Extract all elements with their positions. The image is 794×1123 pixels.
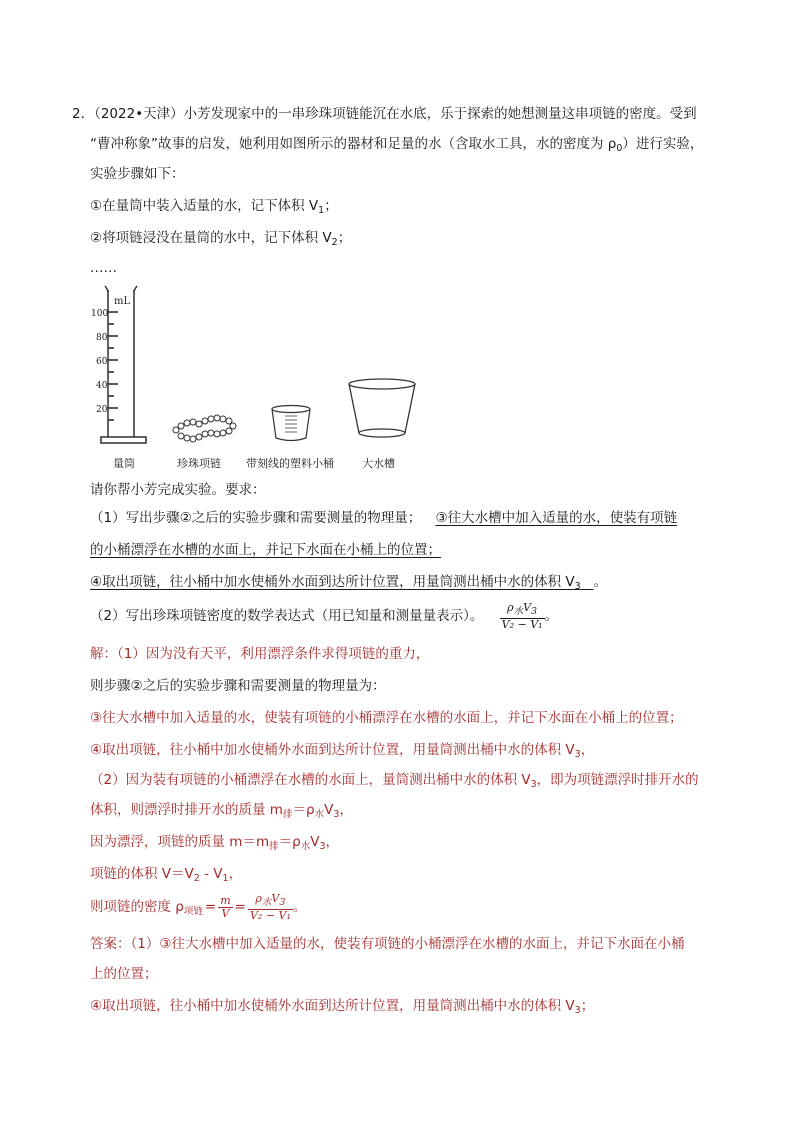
caption-tank: 大水槽 xyxy=(362,457,395,470)
frac1-den: V xyxy=(221,906,230,920)
step-2-text: ②将项链浸没在量筒的水中，记下体积 V xyxy=(90,230,332,246)
answer-line-2: 上的位置； xyxy=(90,966,158,982)
solution-line-4-end: ， xyxy=(580,742,595,758)
v3-symbol: V xyxy=(523,600,532,614)
question-line-2 xyxy=(90,134,703,159)
answer-line-3-text: ④取出项链，往小桶中加水使桶外水面到达所计位置，用量筒测出桶中水的体积 V xyxy=(90,998,575,1014)
task-q2-end: 。 xyxy=(544,608,559,624)
tick-label-40: 40 xyxy=(96,381,108,391)
task-a1-line2: 的小桶漂浮在水槽的水面上，并记下水面在小桶上的位置； xyxy=(90,542,441,558)
formula-denominator: V₂ − V₁ xyxy=(501,617,543,631)
s8-sub1: 2 xyxy=(193,873,200,884)
pearl-necklace-icon xyxy=(173,415,236,442)
s7-d: ， xyxy=(325,834,339,850)
cylinder-unit-label: mL xyxy=(114,296,131,307)
s6-c: V xyxy=(324,802,334,818)
answer-formula xyxy=(500,602,545,631)
step-1-end: ； xyxy=(324,198,338,214)
solution-line-5 xyxy=(90,770,699,795)
caption-necklace: 珍珠项链 xyxy=(177,457,221,470)
question-line-2-text: “曹冲称象”故事的启发，她利用如图所示的器材和足量的水（含取水工具，水的密度为 ρ xyxy=(90,136,617,152)
tick-label-100: 100 xyxy=(91,309,109,319)
solution-line-1: 解：（1）因为没有天平，利用漂浮条件求得项链的重力， xyxy=(90,646,430,662)
solution-line-9 xyxy=(90,890,306,929)
answer-line-3 xyxy=(90,996,594,1021)
task-a1-line3 xyxy=(90,572,607,597)
s8-a: 项链的体积 V＝V xyxy=(90,866,194,882)
ellipsis: …… xyxy=(90,260,117,276)
density-fraction-2 xyxy=(248,893,293,922)
step-2-end: ； xyxy=(337,230,352,246)
step-2 xyxy=(90,228,351,253)
s7-sub2: 水 xyxy=(300,841,311,852)
s8-sub2: 1 xyxy=(222,873,229,884)
graduated-cylinder-icon xyxy=(101,286,146,443)
density-fraction-1 xyxy=(218,895,232,920)
task-q1-text: （1）写出步骤②之后的实验步骤和需要测量的物理量； xyxy=(90,510,422,526)
s6-sub3: 3 xyxy=(333,809,340,820)
tick-label-80: 80 xyxy=(96,333,108,343)
frac2-v3: V xyxy=(271,891,280,905)
v3-sub: 3 xyxy=(531,605,538,617)
question-line-1: 2．（2022•天津）小芳发现家中的一串珍珠项链能沉在水底，乐于探索的她想测量这串项链的密度。受到 xyxy=(72,106,697,122)
s7-c: V xyxy=(310,834,320,850)
step-1 xyxy=(90,196,338,221)
s9-end: 。 xyxy=(292,899,307,915)
frac2-water: 水 xyxy=(261,896,272,908)
frac2-den: V₂ − V₁ xyxy=(249,908,291,922)
tick-label-20: 20 xyxy=(96,405,108,415)
eq-2: = xyxy=(234,899,246,915)
solution-line-8 xyxy=(90,864,242,889)
step-1-text: ①在量筒中装入适量的水，记下体积 V xyxy=(90,198,319,214)
s6-a: 体积，则漂浮时排开水的质量 m xyxy=(90,802,283,818)
solution-line-2: 则步骤②之后的实验步骤和需要测量的物理量为： xyxy=(90,678,386,694)
solution-line-4 xyxy=(90,740,594,765)
task-q1 xyxy=(90,508,677,528)
water-tank-icon xyxy=(349,379,415,437)
solution-line-3: ③往大水槽中加入适量的水，使装有项链的小桶漂浮在水槽的水面上，并记下水面在小桶上的位置； xyxy=(90,710,683,726)
task-intro: 请你帮小芳完成实验。要求： xyxy=(90,482,266,498)
rho-water-sub: 水 xyxy=(513,605,524,617)
answer-line-3-sub: 3 xyxy=(574,1005,581,1016)
answer-line-1: 答案：（1）③往大水槽中加入适量的水，使装有项链的小桶漂浮在水槽的水面上，并记下水面在小桶 xyxy=(90,936,685,952)
solution-line-4-sub: 3 xyxy=(574,749,581,760)
s6-sub2: 水 xyxy=(314,809,325,820)
s6-d: ， xyxy=(339,802,353,818)
solution-line-5-sub: 3 xyxy=(530,779,537,790)
rho-symbol: ρ xyxy=(507,600,514,614)
solution-line-7 xyxy=(90,832,339,857)
task-q2-text: （2）写出珍珠项链密度的数学表达式（用已知量和测量量表示）。 xyxy=(90,608,484,624)
s7-sub3: 3 xyxy=(319,841,326,852)
s6-b: ＝ρ xyxy=(292,802,315,818)
solution-line-4-text: ④取出项链，往小桶中加水使桶外水面到达所计位置，用量筒测出桶中水的体积 V xyxy=(90,742,575,758)
frac2-v3-sub: 3 xyxy=(279,896,286,908)
answer-line-3-end: ； xyxy=(580,998,595,1014)
s7-a: 因为漂浮，项链的质量 m＝m xyxy=(90,834,270,850)
caption-bucket: 带刻线的塑料小桶 xyxy=(246,457,334,470)
frac1-num: m xyxy=(220,893,231,907)
s9-a: 则项链的密度 ρ xyxy=(90,899,184,915)
rho-sub-0: 0 xyxy=(616,143,623,154)
eq-1: = xyxy=(204,899,217,915)
step-2-sub: 2 xyxy=(331,237,338,248)
task-a1-line3-text: ④取出项链，往小桶中加水使桶外水面到达所计位置，用量筒测出桶中水的体积 V xyxy=(90,574,575,590)
s8-c: ， xyxy=(228,866,243,882)
task-a1-end: 。 xyxy=(593,574,608,590)
frac2-rho: ρ xyxy=(255,891,262,905)
caption-cylinder: 量筒 xyxy=(113,457,135,470)
s9-sub: 项链 xyxy=(183,906,203,917)
task-q2 xyxy=(90,600,558,632)
s8-b: - V xyxy=(199,866,223,882)
task-a1-sub: 3 xyxy=(574,581,581,592)
task-a1-line1: ③往大水槽中加入适量的水，使装有项链 xyxy=(435,510,678,526)
solution-line-6 xyxy=(90,800,353,825)
s7-b: ＝ρ xyxy=(278,834,301,850)
question-line-2-end: ）进行实验， xyxy=(622,136,704,152)
s6-sub1: 排 xyxy=(282,809,293,820)
s7-sub1: 排 xyxy=(269,841,279,852)
tick-label-60: 60 xyxy=(96,357,108,367)
question-line-3: 实验步骤如下： xyxy=(90,166,185,182)
step-1-sub: 1 xyxy=(318,205,325,216)
solution-line-5-end: ，即为项链漂浮时排开水的 xyxy=(536,772,699,788)
plastic-bucket-icon xyxy=(272,406,310,441)
solution-line-5-text: （2）因为装有项链的小桶漂浮在水槽的水面上，量筒测出桶中水的体积 V xyxy=(90,772,531,788)
